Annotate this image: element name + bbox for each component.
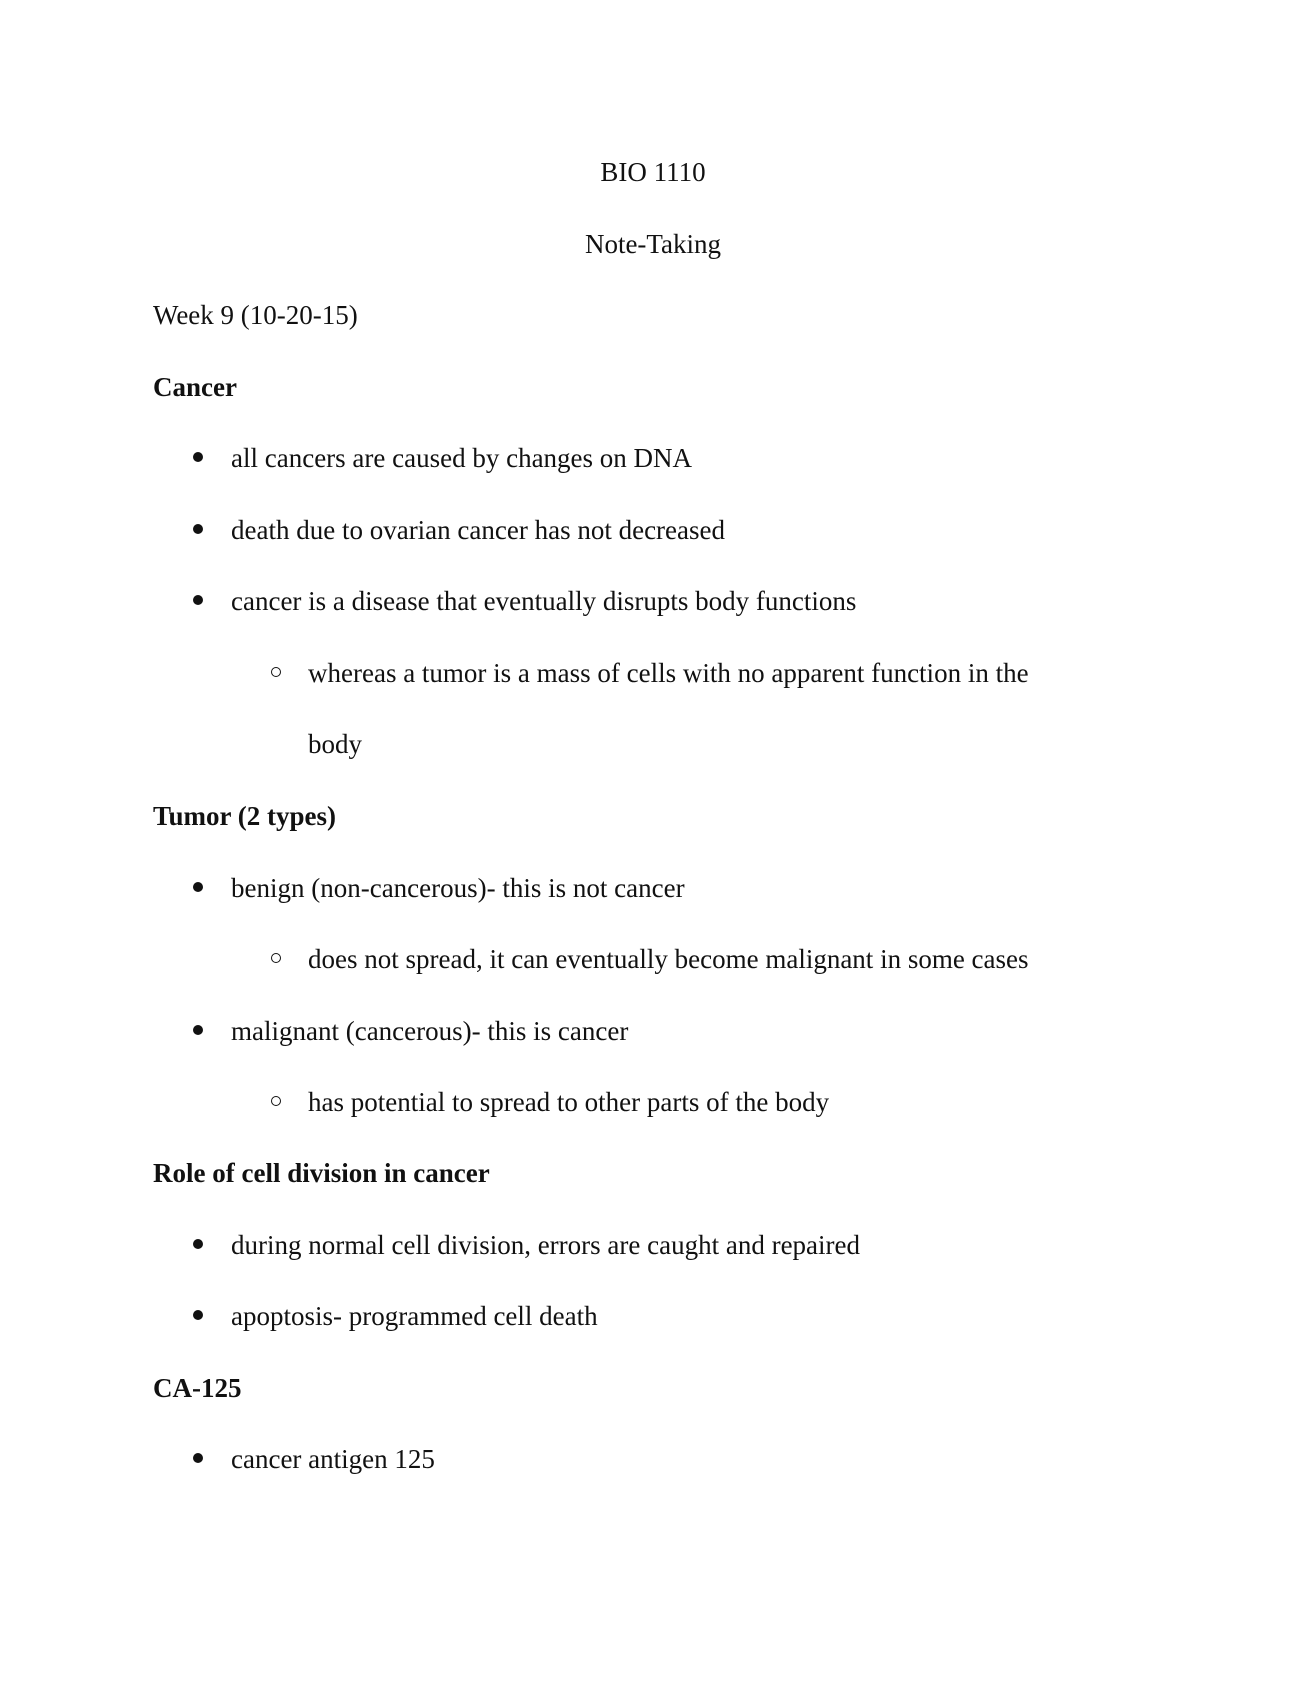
list-item: benign (non-cancerous)- this is not cancer xyxy=(231,873,685,903)
list-item: during normal cell division, errors are caught and repaired xyxy=(231,1230,861,1260)
list-item: cancer antigen 125 xyxy=(231,1444,435,1474)
document-subtitle: Note-Taking xyxy=(584,229,722,259)
bullet-icon xyxy=(193,595,203,605)
bullet-icon xyxy=(193,1453,203,1463)
section-heading-ca125: CA-125 xyxy=(153,1373,242,1403)
sub-list-item: has potential to spread to other parts of the body xyxy=(308,1087,830,1117)
section-heading-cell-division: Role of cell division in cancer xyxy=(153,1158,490,1188)
bullet-icon xyxy=(193,452,203,462)
sub-list-item-continuation: body xyxy=(308,729,362,759)
list-item: death due to ovarian cancer has not decreased xyxy=(231,515,726,545)
section-heading-tumor: Tumor (2 types) xyxy=(153,801,337,831)
list-item: malignant (cancerous)- this is cancer xyxy=(231,1016,629,1046)
list-item: apoptosis- programmed cell death xyxy=(231,1301,598,1331)
section-heading-cancer: Cancer xyxy=(153,372,237,402)
list-item: cancer is a disease that eventually disrupts body functions xyxy=(231,586,857,616)
bullet-icon xyxy=(193,1310,203,1320)
bullet-icon xyxy=(193,882,203,892)
bullet-icon xyxy=(193,1025,203,1035)
list-item: all cancers are caused by changes on DNA xyxy=(231,443,693,473)
sub-list-item: does not spread, it can eventually become malignant in some cases xyxy=(308,944,1029,974)
date-line: Week 9 (10-20-15) xyxy=(153,300,358,330)
sub-bullet-icon xyxy=(271,667,281,677)
bullet-icon xyxy=(193,1239,203,1249)
bullet-icon xyxy=(193,524,203,534)
sub-list-item: whereas a tumor is a mass of cells with no apparent function in the xyxy=(308,658,1029,688)
sub-bullet-icon xyxy=(271,953,281,963)
sub-bullet-icon xyxy=(271,1096,281,1106)
course-title: BIO 1110 xyxy=(600,157,706,187)
